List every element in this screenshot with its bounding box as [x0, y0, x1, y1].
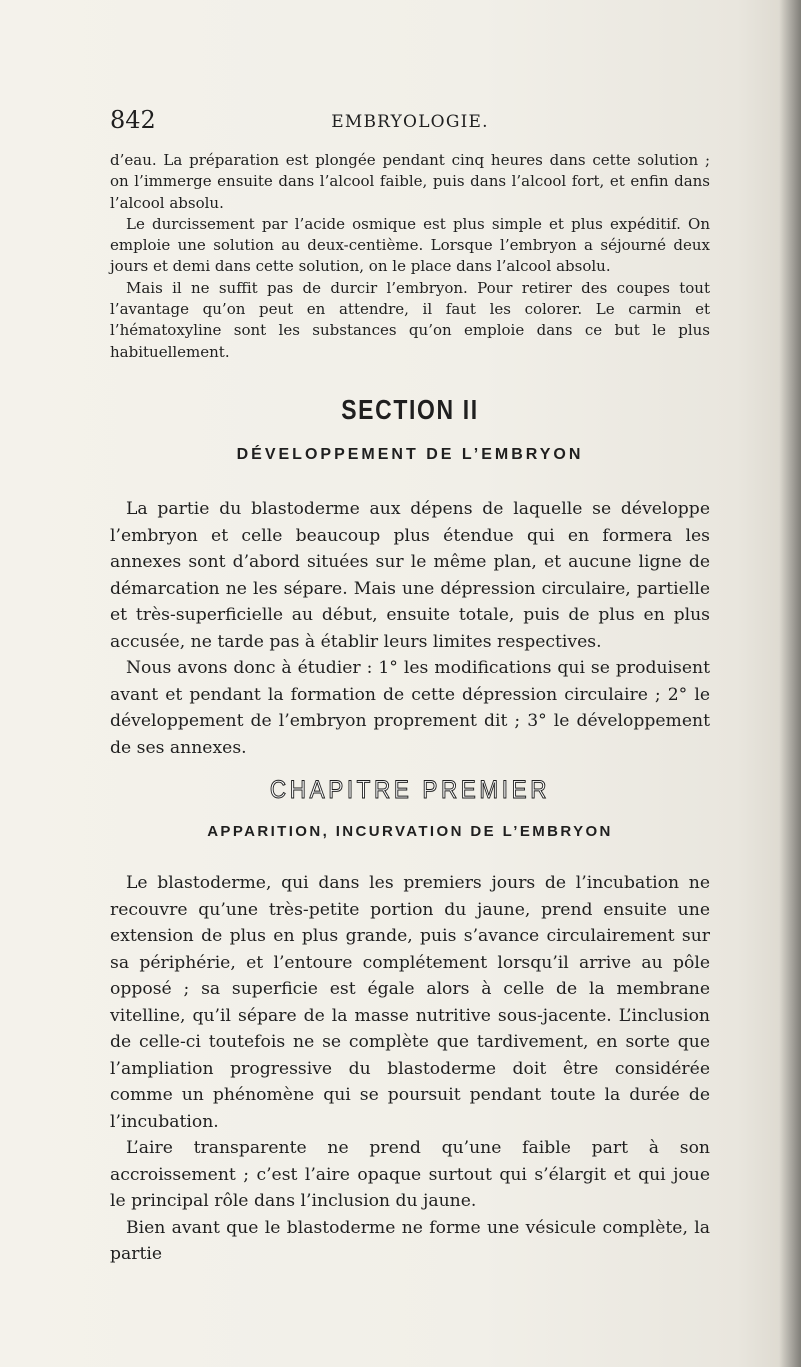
- chapter-paragraph: Bien avant que le blastoderme ne forme une vésicule complète, la partie: [110, 1217, 710, 1264]
- chapter-subheading: APPARITION, INCURVATION DE L’EMBRYON: [207, 823, 613, 840]
- section-paragraph: Nous avons donc à étudier : 1° les modifications qui se produisent avant et pendant la formation de cette dépression circulaire ; 2° le développement de l’embryon proprement dit ; 3° le développement de ses annexes.: [110, 658, 710, 758]
- section-paragraph: La partie du blastoderme aux dépens de laquelle se développe l’embryon et celle beaucoup plus étendue qui en formera les annexes sont d’abord situées sur le même plan, et aucune ligne de démarcation ne les sépare. Mais une dépression circulaire, partielle et très-superficielle au début, ensuite totale, puis de plus en plus accusée, ne tarde pas à établir leurs limites respectives.: [110, 499, 710, 652]
- page-number: 842: [110, 106, 156, 134]
- intro-paragraph: Mais il ne suffit pas de durcir l’embryon. Pour retirer des coupes tout l’avantage qu’on peut en attendre, il faut les colorer. Le carmin et l’hématoxyline sont les substances qu’on emploie dans ce but le plus habituellement.: [110, 278, 710, 361]
- section-text: [110, 496, 710, 761]
- section-subheading: DÉVELOPPEMENT DE L’EMBRYON: [236, 446, 584, 463]
- intro-text: [110, 150, 710, 363]
- intro-paragraph: d’eau. La préparation est plongée pendant cinq heures dans cette solution ; on l’immerge ensuite dans l’alcool faible, puis dans l’alcool fort, et enfin dans l’alcool absolu.: [110, 151, 710, 212]
- intro-paragraph: Le durcissement par l’acide osmique est plus simple et plus expéditif. On emploie une solution au deux-centième. Lorsque l’embryon a séjourné deux jours et demi dans cette solution, on le place dans l’alcool absolu.: [110, 214, 710, 276]
- chapter-paragraph: Le blastoderme, qui dans les premiers jours de l’incubation ne recouvre qu’une très-petite portion du jaune, prend ensuite une extension de plus en plus grande, puis s’avance circulairement sur sa périphérie, et l’entoure complétement lorsqu’il arrive au pôle opposé ; sa superficie est égale alors à celle de la membrane vitelline, qu’il sépare de la masse nutritive sous-jacente. L’inclusion de celle-ci toutefois ne se complète que tardivement, en sorte que l’ampliation progressive du blastoderme doit être considérée comme un phénomène qui se poursuit pendant toute la durée de l’incubation.: [110, 873, 710, 1132]
- page-edge-shadow: [779, 0, 801, 1367]
- chapter-text: [110, 870, 710, 1268]
- running-head: EMBRYOLOGIE.: [331, 112, 489, 132]
- section-heading: SECTION II: [341, 394, 479, 425]
- chapter-heading: CHAPITRE PREMIER: [269, 776, 551, 804]
- chapter-paragraph: L’aire transparente ne prend qu’une faible part à son accroissement ; c’est l’aire opaque surtout qui s’élargit et qui joue le principal rôle dans l’inclusion du jaune.: [110, 1138, 710, 1211]
- page-header: [110, 106, 710, 136]
